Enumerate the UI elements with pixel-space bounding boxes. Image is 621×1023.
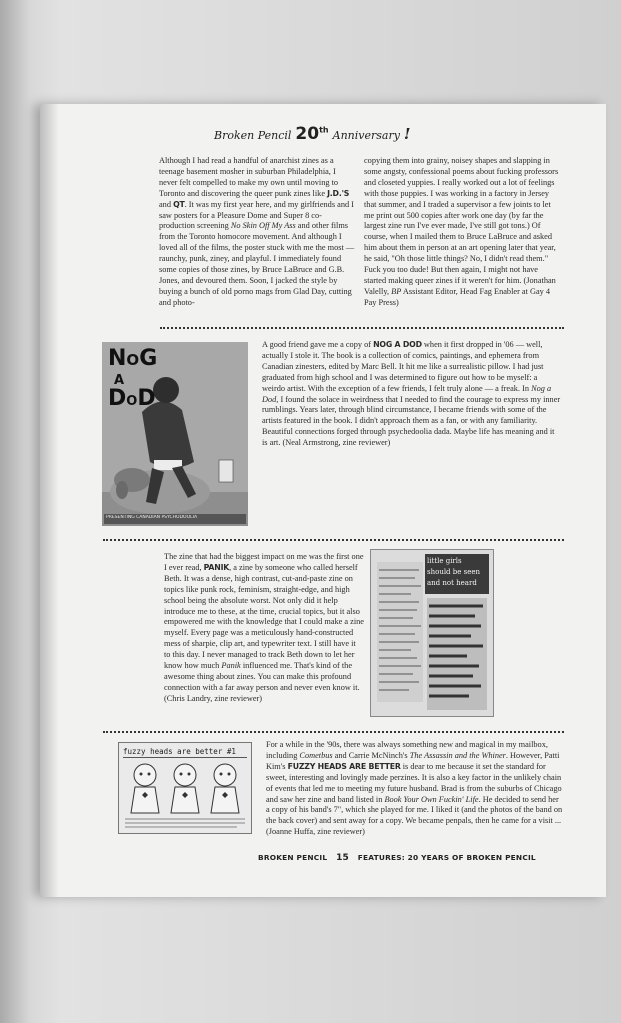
page-footer <box>258 853 536 867</box>
panik-collage-image <box>370 549 494 717</box>
header-exclamation: ! <box>403 125 411 143</box>
fuzzy-heads-review-text: For a while in the '90s, there was always something new and magical in my mailbox, including Cometbus and Carrie McNinch's The Assassin and the Whiner. However, Patti Kim's FUZZY HEADS ARE BETTER is dear to me because it set the standard for sweet, interesting and lovingly made perzines. It is also a key factor in the unlikely chain of events that led me to meeting my future husband. Brad is from the suburbs of Chicago and saw her zine and band listed in Book Your Own Fuckin' Life. He decided to send her a copy of his band's 7", which she played for me. I liked it (and the photos of the band on the back cover) and sent away for a copy. We became penpals, then he came for a visit ... (Joanne Huffa, zine reviewer) <box>266 740 563 837</box>
nog-a-dod-cover-image <box>102 342 248 526</box>
footer-magazine-name: BROKEN PENCIL <box>258 853 328 862</box>
nog-a-dod-review-text: A good friend gave me a copy of NOG A DOD when it first dropped in '06 — well, actually I stole it. The book is a collection of comics, paintings, and ephemera from Canadian zinesters, edited by Marc Bell. It hit me like a surrealistic pillow. I had just graduated from high school and I was determined to figure out how to be myself: a weirdo artist. With the exception of a few friends, I felt truly alone — a freak. In Nog a Dod, I found the solace in weirdness that I needed to find the courage to express my inner rumblings. Years later, through blind circumstance, I became friends with some of the artists featured in the book. I didn't approach them as a fan, or with any familiarity. Beautiful connections forged through psychedoolia dada. Maybe life has meaning and it is art. (Neal Armstrong, zine reviewer) <box>262 340 561 448</box>
fuzzy-heads-cover-image <box>118 742 252 834</box>
section-divider <box>103 539 564 541</box>
header-anniversary-number: 20th <box>295 124 329 144</box>
footer-section-title: FEATURES: 20 YEARS OF BROKEN PENCIL <box>357 853 536 862</box>
section-divider <box>160 327 564 329</box>
zine-title-jds: J.D.'S <box>327 188 350 198</box>
column-2-text: copying them into grainy, noisey shapes and slapping in some angsty, confessional poems about fucking professors and closeted yuppies. I really worked out a lot of feelings with those puppies. I was working in a factory in Jersey that summer, and I traded a supervisor a few joints to let me print out 500 copies after work one day (by far the largest zine run I've ever made, I've still got tons.) Of course, when I mailed them to Bruce LaBruce and asked him about them in person at an art opening later that year, he said, "Oh those little things? No, I didn't read them." Fuck you too dude! But then again, I might not have started making queer zines if it weren't for him. (Jonathan Valelly, BP Assistant Editor, Head Fag Enabler at Gay 4 Pay Press) <box>364 156 559 307</box>
zine-title-panik: PANIK <box>203 562 230 572</box>
page-gutter-shadow <box>40 104 58 897</box>
header-anniversary-label: Anniversary <box>332 129 400 142</box>
panik-collage-headline: little girls should be seen and not heard <box>427 557 481 587</box>
panik-review-text: The zine that had the biggest impact on me was the first one I ever read, PANIK, a zine by someone who called herself Beth. It was a dense, high contrast, cut-and-paste zine on topics like punk rock, feminism, straight-edge, and high school being the absolute worst. Not only did it help introduce me to these, at the time, crucial topics, but it also empowered me with the knowledge that I could make a zine myself. Every page was a meticulously hand-constructed mess of sharpie, clip art, and typewriter text. I still have it to this day. I never managed to track Beth down to let her know how much Panik influenced me. That's kind of the awesome thing about zines. You can make this profound connection with a far away person and never even know it. (Chris Landry, zine reviewer) <box>164 552 364 703</box>
zine-title-nog-a-dod: NOG A DOD <box>373 340 422 349</box>
header-magazine-name: Broken Pencil <box>214 129 292 142</box>
column-1-text: Although I had read a handful of anarchist zines as a teenage basement mosher in suburban Philadelphia, I never felt compelled to make my own until moving to Toronto and discovering the queer punk zines like J.D.'S and QT. It was my first year here, and my girlfriends and I saw posters for a Pleasure Dome and Super 8 co-production screening No Skin Off My Ass and other films from the Toronto homocore movement. And although I loved all of the films, the poster stuck with me the most — raunchy, punk, ziney, and playful. I immediately found some copies of those zines, by Bruce LaBruce and G.B. Jones, and devoured them. Soon, I jacked the style by buying a bunch of old porno mags from Glad Day, cutting and photo- <box>159 156 355 307</box>
film-title: No Skin Off My Ass <box>230 221 296 231</box>
section-divider <box>103 731 564 733</box>
nog-a-dod-cover-caption: PRESENTING CANADIAN PSYCHODOOLIA <box>106 515 198 520</box>
zine-title-fuzzy-heads: FUZZY HEADS ARE BETTER <box>287 761 401 771</box>
nog-a-dod-cover-title: NOG A DOD <box>108 346 158 411</box>
zine-title-qt: QT <box>173 199 185 209</box>
page-header <box>214 124 411 146</box>
fuzzy-heads-cover-title: fuzzy heads are better #1 <box>123 747 247 758</box>
page-number: 15 <box>336 853 349 863</box>
